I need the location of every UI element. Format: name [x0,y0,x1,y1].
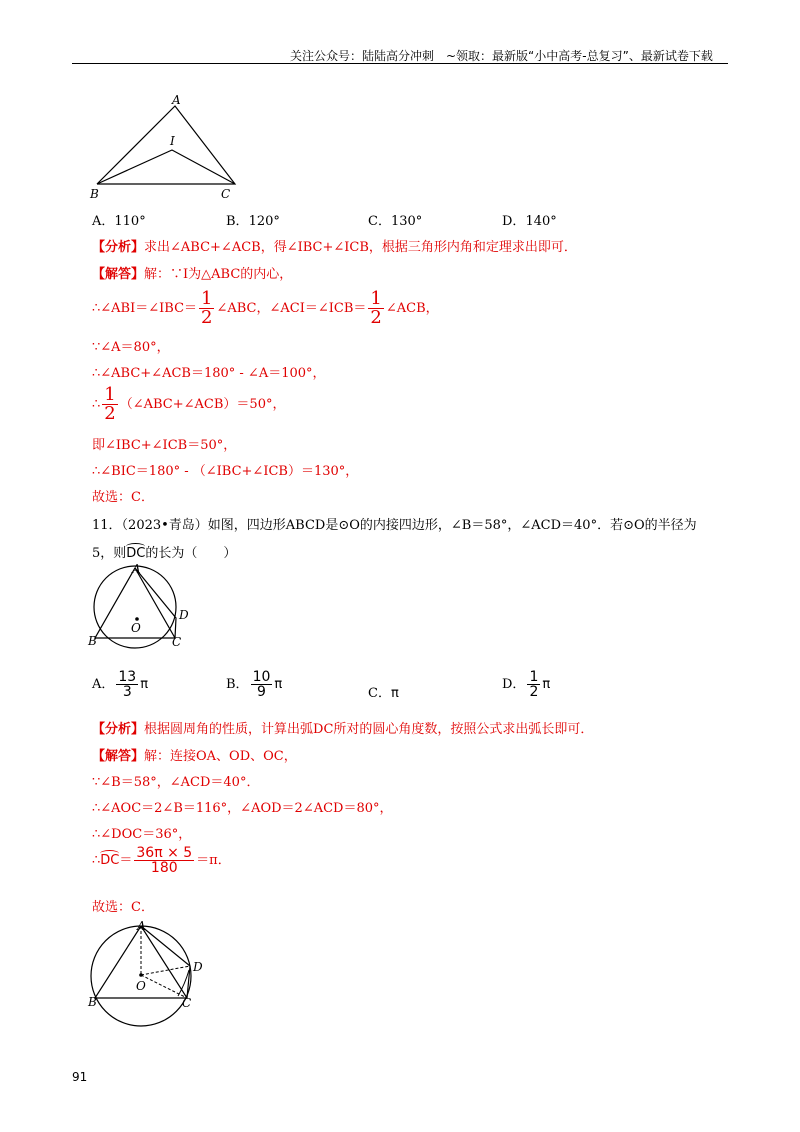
circle-figure [85,562,200,652]
label-i: I [170,134,175,148]
q11-step2: ∵∠B＝58°，∠ACD＝40°． [92,775,260,790]
label-b: B [88,995,97,1009]
label-d: D [179,608,189,622]
option-c: C．π [368,686,399,701]
q10-step3: ∴∠ABC+∠ACB＝180° - ∠A＝100°， [92,366,326,381]
label-a: A [172,93,181,107]
q11-analysis: 【分析】根据圆周角的性质，计算出弧DC所对的圆心角度数，按照公式求出弧长即可． [92,722,594,737]
label-b: B [90,187,99,201]
header-rule [72,63,728,64]
page-header: 关注公众号：陆陆高分冲刺 ~领取：最新版“小中高考-总复习”、最新试卷下载 [290,49,713,63]
radius-od [141,966,190,975]
q10-choice: 故选：C． [92,490,154,505]
label-o: O [136,979,146,993]
label-a: A [137,919,146,933]
q10-step6: ∴∠BIC＝180° - （∠IBC+∠ICB）＝130°， [92,464,359,479]
label-c: C [172,635,182,649]
label-b: B [88,634,97,648]
q10-step5: 即∠IBC+∠ICB＝50°， [92,438,237,453]
label-o: O [131,621,141,635]
q11-stem-line2: 5，则DC的长为（ ） [92,546,237,561]
circle-radii-figure [85,918,215,1030]
q10-step1: ∴∠ABI＝∠IBC＝ $\frac{1}{2}$ ∠ABC，∠ACI＝∠ICB＝ $\frac{1}{2}$ ∠ACB， [92,288,439,328]
option-a: A． $\frac{13}{3}$ π [92,669,149,700]
option-b: B． $\frac{10}{9}$ π [226,669,283,700]
option-a: A．110° [92,214,146,229]
q11-stem-line1: 11．（2023•青岛）如图，四边形ABCD是⊙O的内接四边形，∠B＝58°，∠ACD＝40°．若⊙O的半径为 [92,518,697,533]
incenter-lines [97,150,235,184]
triangle-figure [85,92,245,204]
option-b: B．120° [226,214,280,229]
q11-choice: 故选：C． [92,900,154,915]
center-point [139,973,143,977]
q11-step4: ∴∠DOC＝36°， [92,827,192,842]
circle-o [94,566,176,648]
label-c: C [182,996,192,1010]
label-c: C [221,187,231,201]
option-d: D．140° [502,214,557,229]
label-d: D [193,960,203,974]
label-a: A [132,562,141,576]
q10-answer-intro: 【解答】解：∵I为△ABC的内心， [92,267,293,282]
option-c: C．130° [368,214,423,229]
page-number: 91 [72,1070,88,1084]
q10-step4: ∴ $\frac{1}{2}$ （∠ABC+∠ACB）＝50°， [92,384,286,424]
q11-step3: ∴∠AOC＝2∠B＝116°，∠AOD＝2∠ACD＝80°， [92,801,393,816]
option-d: D． $\frac{1}{2}$ π [502,669,551,700]
q10-analysis: 【分析】求出∠ABC+∠ACB，得∠IBC+∠ICB，根据三角形内角和定理求出即可． [92,240,577,255]
q10-step2: ∵∠A＝80°， [92,340,170,355]
q11-step5: ∴DC＝ $\frac{36\pi \times 5}{180}$ ＝π． [92,845,231,876]
q11-answer-intro: 【解答】解：连接OA、OD、OC， [92,749,297,764]
